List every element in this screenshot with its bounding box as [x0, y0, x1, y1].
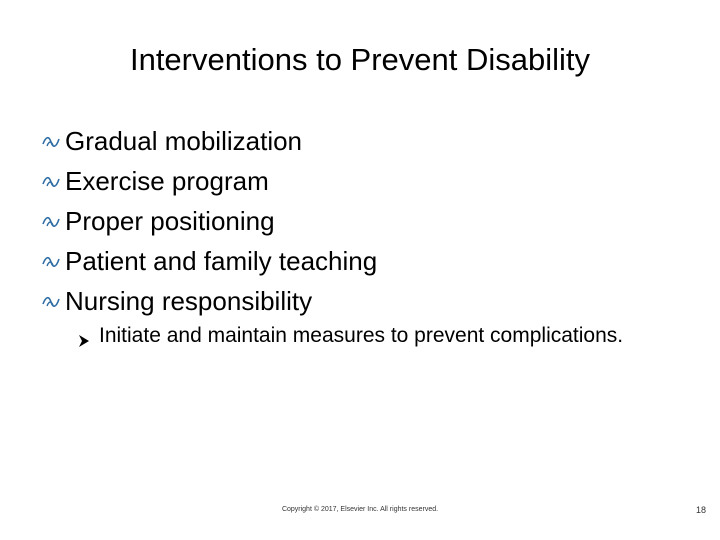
wave-bullet-icon [42, 174, 62, 188]
page-number: 18 [695, 505, 706, 515]
bullet-text: Exercise program [65, 166, 269, 196]
slide-title: Interventions to Prevent Disability [129, 42, 591, 77]
bullet-item [42, 241, 682, 281]
bullet-item [42, 161, 682, 201]
sub-bullet-text: Initiate and maintain measures to prevent complications. [99, 324, 624, 347]
bullet-text: Proper positioning [65, 206, 275, 236]
copyright-footer: Copyright © 2017, Elsevier Inc. All rights reserved. [281, 506, 439, 513]
bullet-text: Nursing responsibility [65, 286, 313, 316]
wave-bullet-icon [42, 134, 62, 148]
wave-bullet-icon [42, 254, 62, 268]
arrowhead-bullet-icon [77, 328, 95, 356]
bullet-text: Patient and family teaching [65, 246, 378, 276]
bullet-text: Gradual mobilization [65, 126, 303, 156]
bullet-item [42, 201, 682, 241]
wave-bullet-icon [42, 294, 62, 308]
sub-bullet-item [77, 322, 637, 356]
bullet-item [42, 121, 682, 161]
bullet-item [42, 281, 682, 321]
wave-bullet-icon [42, 214, 62, 228]
bullet-list [42, 121, 682, 321]
